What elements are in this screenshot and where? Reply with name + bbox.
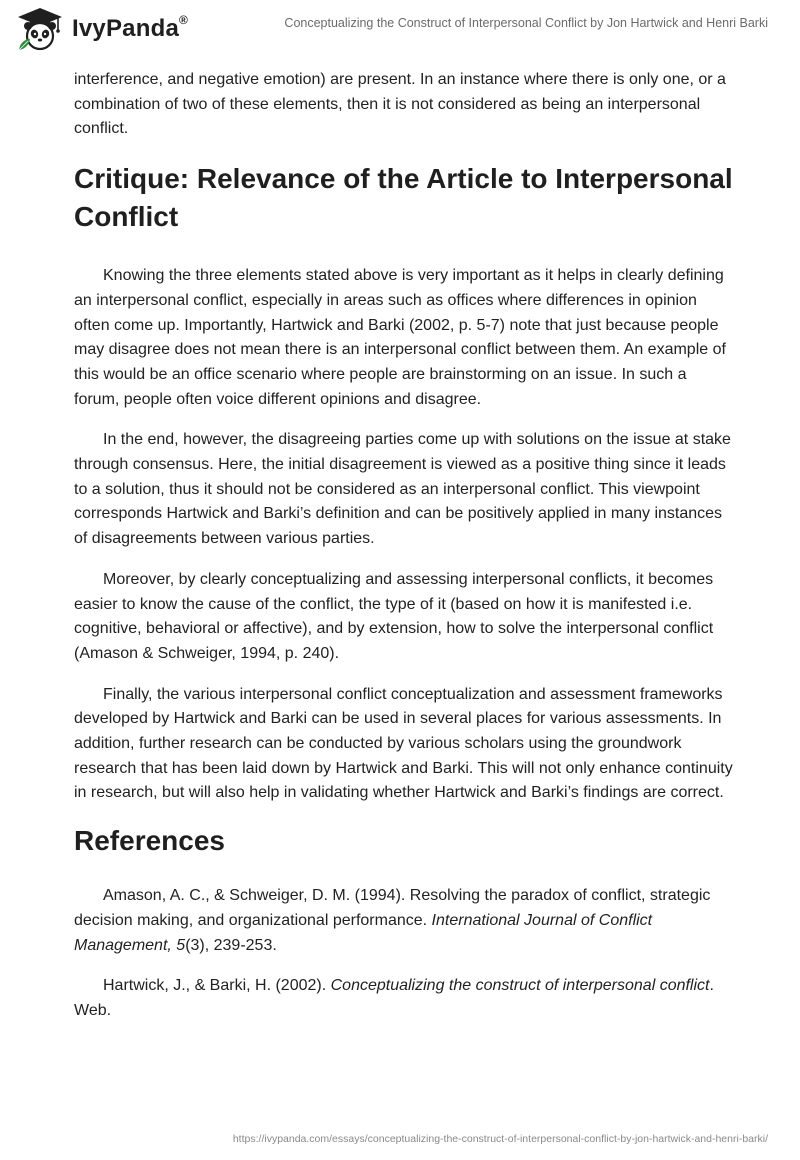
document-title: Conceptualizing the Construct of Interpersonal Conflict by Jon Hartwick and Henri Barki: [284, 16, 768, 30]
intro-paragraph: interference, and negative emotion) are present. In an instance where there is only one, or a combination of two of these elements, then it is not considered as being an interpersonal conflict.: [74, 71, 726, 138]
panda-graduate-icon: [14, 6, 66, 52]
page-header: [0, 0, 800, 62]
essay-body: [74, 68, 734, 1040]
body-paragraph-2: In the end, however, the disagreeing parties come up with solutions on the issue at stake through consensus. Here, the initial disagreement is viewed as a positive thing since it leads to a solution, thus it should not be considered as an interpersonal conflict. This viewpoint corresponds Hartwick and Barki’s definition and can be positively applied in many instances of disagreements between various parties.: [74, 431, 731, 548]
ivypanda-logo[interactable]: [14, 6, 188, 52]
critique-heading: Critique: Relevance of the Article to Interpersonal Conflict: [74, 163, 733, 233]
source-url[interactable]: https://ivypanda.com/essays/conceptualizing-the-construct-of-interpersonal-conflict-by-jon-hartwick-and-henri-barki/: [232, 1133, 768, 1145]
body-paragraph-3: Moreover, by clearly conceptualizing and assessing interpersonal conflicts, it becomes easier to know the cause of the conflict, the type of it (based on how it is manifested i.e. cognitive, behavioral or affective), and by extension, how to solve the interpersonal conflict (Amason & Schweiger, 1994, p. 240).: [74, 570, 714, 662]
reference-entry-1: Amason, A. C., & Schweiger, D. M. (1994). Resolving the paradox of conflict, strategic decision making, and organizational performance. International Journal of Conflict Management, 5(3), 239-253.: [74, 887, 711, 954]
reference-entry-2: Hartwick, J., & Barki, H. (2002). Conceptualizing the construct of interpersonal conflict. Web.: [74, 977, 714, 1019]
logo-wordmark: IvyPanda®: [72, 13, 189, 42]
body-paragraph-1: Knowing the three elements stated above is very important as it helps in clearly defining an interpersonal conflict, especially in areas such as offices where differences in opinion often come up. Importantly, Hartwick and Barki (2002, p. 5-7) note that just because people may disagree does not mean there is an interpersonal conflict between them. An example of this would be an office scenario where people are brainstorming on an issue. In such a forum, people often voice different opinions and disagree.: [74, 267, 726, 408]
references-heading: References: [74, 825, 225, 857]
body-paragraph-4: Finally, the various interpersonal conflict conceptualization and assessment frameworks developed by Hartwick and Barki can be used in several places for various assessments. In addition, further research can be conducted by various scholars using the groundwork research that has been laid down by Hartwick and Barki. This will not only enhance continuity in research, but will also help in validating whether Hartwick and Barki’s findings are correct.: [74, 685, 733, 802]
